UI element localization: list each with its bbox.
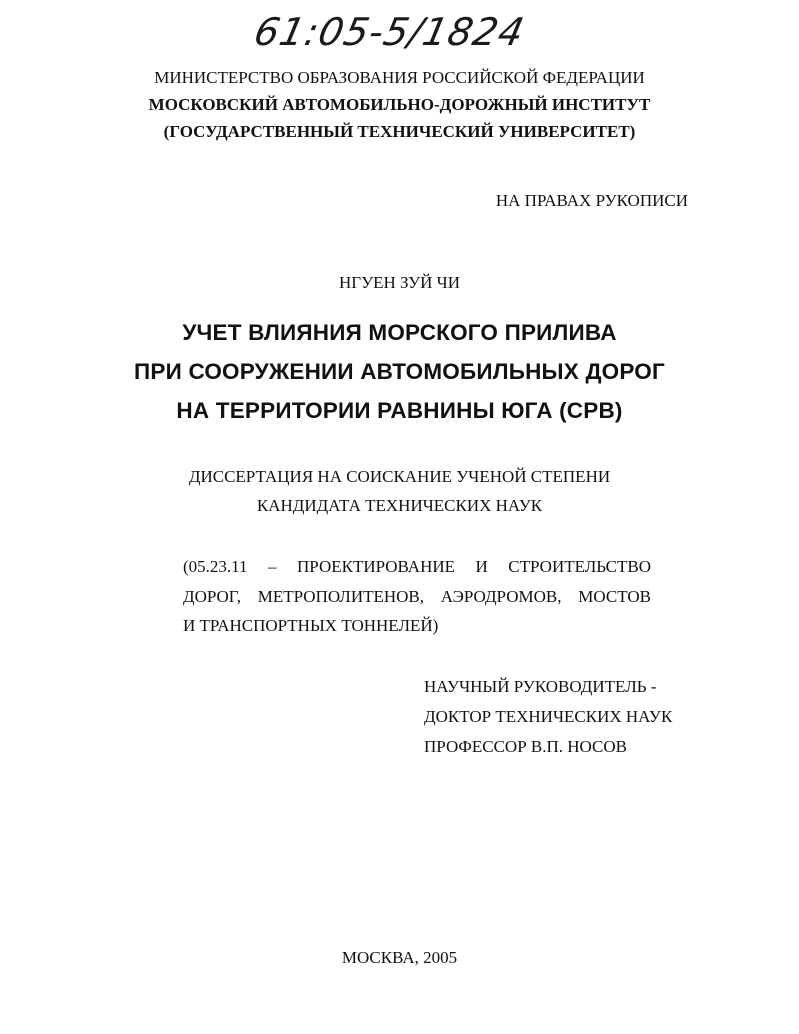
title-line-1: УЧЕТ ВЛИЯНИЯ МОРСКОГО ПРИЛИВА	[182, 320, 617, 345]
specialty-line-1	[183, 557, 651, 577]
handwritten-catalog-number: 61:05-5/1824	[250, 10, 529, 54]
specialty-word: МЕТРОПОЛИТЕНОВ,	[257, 587, 425, 606]
specialty-word: АЭРОДРОМОВ,	[440, 587, 562, 606]
specialty-word: ПРОЕКТИРОВАНИЕ	[297, 557, 456, 576]
specialty-word: И	[475, 557, 488, 576]
title-line-3: НА ТЕРРИТОРИИ РАВНИНЫ ЮГА (СРВ)	[176, 398, 623, 423]
specialty-word: –	[268, 557, 277, 576]
specialty-word: МОСТОВ	[578, 587, 651, 606]
author-name: НГУЕН ЗУЙ ЧИ	[338, 273, 461, 292]
university-name: (ГОСУДАРСТВЕННЫЙ ТЕХНИЧЕСКИЙ УНИВЕРСИТЕТ)	[163, 122, 636, 141]
specialty-word: ДОРОГ,	[183, 587, 241, 606]
specialty-line-3: И ТРАНСПОРТНЫХ ТОННЕЛЕЙ)	[183, 616, 439, 635]
title-line-2: ПРИ СООРУЖЕНИИ АВТОМОБИЛЬНЫХ ДОРОГ	[134, 359, 665, 384]
manuscript-note: НА ПРАВАХ РУКОПИСИ	[495, 191, 688, 210]
degree-line-2: КАНДИДАТА ТЕХНИЧЕСКИХ НАУК	[256, 496, 543, 515]
city-year: МОСКВА, 2005	[341, 948, 458, 967]
degree-line-1: ДИССЕРТАЦИЯ НА СОИСКАНИЕ УЧЕНОЙ СТЕПЕНИ	[188, 467, 611, 486]
supervisor-line-2: ДОКТОР ТЕХНИЧЕСКИХ НАУК	[424, 707, 673, 726]
supervisor-line-1: НАУЧНЫЙ РУКОВОДИТЕЛЬ -	[424, 677, 657, 696]
institute-name: МОСКОВСКИЙ АВТОМОБИЛЬНО-ДОРОЖНЫЙ ИНСТИТУТ	[148, 95, 651, 114]
ministry-name: МИНИСТЕРСТВО ОБРАЗОВАНИЯ РОССИЙСКОЙ ФЕДЕРАЦИИ	[154, 68, 645, 87]
supervisor-line-3: ПРОФЕССОР В.П. НОСОВ	[424, 737, 627, 756]
specialty-word: СТРОИТЕЛЬСТВО	[508, 557, 651, 576]
specialty-line-2	[183, 587, 651, 607]
specialty-word: (05.23.11	[183, 557, 248, 576]
